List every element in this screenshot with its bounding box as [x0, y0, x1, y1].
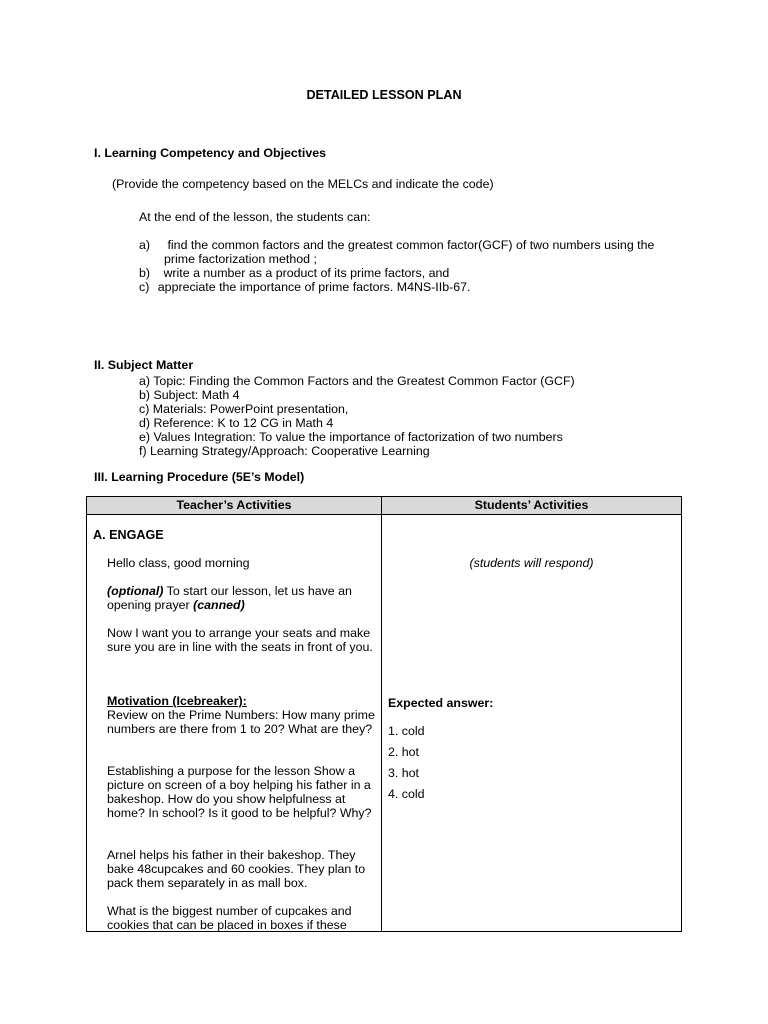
- list-item: e) Values Integration: To value the importance of factorization of two numbers: [139, 430, 563, 444]
- objective-a-continued: prime factorization method ;: [164, 252, 317, 266]
- section-2-heading: II. Subject Matter: [94, 358, 194, 372]
- list-item: c) Materials: PowerPoint presentation,: [139, 402, 349, 416]
- greeting-text: Hello class, good morning: [107, 556, 250, 570]
- section-1-note: (Provide the competency based on the MELCs and indicate the code): [112, 177, 494, 191]
- teacher-activities-header: Teacher’s Activities: [176, 498, 292, 512]
- objective-b: [139, 266, 449, 280]
- student-response-text: (students will respond): [469, 556, 594, 570]
- activities-table: [86, 496, 682, 932]
- optional-label: (optional): [107, 584, 164, 598]
- objective-c: [139, 280, 470, 294]
- purpose-text: Establishing a purpose for the lesson Show a picture on screen of a boy helping his father in a bakeshop. How do you show helpfulness at home? In school? Is it good to be helpful? Why?: [107, 764, 372, 820]
- objective-text: find the common factors and the greatest common factor(GCF) of two numbers using the: [167, 238, 655, 252]
- list-item: a) Topic: Finding the Common Factors and the Greatest Common Factor (GCF): [139, 374, 575, 388]
- word-problem-question: What is the biggest number of cupcakes and cookies that can be placed in boxes if these: [107, 904, 352, 932]
- seats-instruction: Now I want you to arrange your seats and make sure you are in line with the seats in front of you.: [107, 626, 373, 654]
- objective-marker: a): [139, 238, 151, 252]
- engage-heading: A. ENGAGE: [93, 528, 164, 542]
- list-item: d) Reference: K to 12 CG in Math 4: [139, 416, 334, 430]
- objectives-intro: At the end of the lesson, the students can:: [139, 210, 371, 224]
- word-problem-text: Arnel helps his father in their bakeshop. They bake 48cupcakes and 60 cookies. They plan to pack them separately in as mall box.: [107, 848, 366, 890]
- objective-text: appreciate the importance of prime factors. M4NS-IIb-67.: [157, 280, 471, 294]
- expected-answer-heading: Expected answer:: [388, 696, 494, 710]
- prayer-text: [107, 584, 377, 612]
- table-header-row: [87, 497, 681, 515]
- expected-answer-item: 2. hot: [388, 745, 420, 759]
- subject-matter-list: [139, 374, 575, 458]
- list-item: b) Subject: Math 4: [139, 388, 240, 402]
- document-title: DETAILED LESSON PLAN: [306, 88, 462, 102]
- objective-text: write a number as a product of its prime factors, and: [163, 266, 450, 280]
- objective-marker: c): [139, 280, 150, 294]
- expected-answer-item: 1. cold: [388, 724, 425, 738]
- motivation-text: Review on the Prime Numbers: How many prime numbers are there from 1 to 20? What are they?: [107, 708, 375, 736]
- prayer-body: To start our lesson, let us have an opening prayer: [107, 584, 352, 612]
- list-item: f) Learning Strategy/Approach: Cooperative Learning: [139, 444, 430, 458]
- students-activities-header: Students’ Activities: [474, 498, 589, 512]
- section-1-heading: I. Learning Competency and Objectives: [94, 146, 327, 160]
- expected-answer-item: 4. cold: [388, 787, 425, 801]
- objective-marker: b): [139, 266, 151, 280]
- section-3-heading: III. Learning Procedure (5E’s Model): [94, 470, 305, 484]
- expected-answer-item: 3. hot: [388, 766, 420, 780]
- motivation-heading: Motivation (Icebreaker):: [107, 694, 247, 708]
- canned-label: (canned): [193, 598, 245, 612]
- objective-a: [139, 238, 654, 252]
